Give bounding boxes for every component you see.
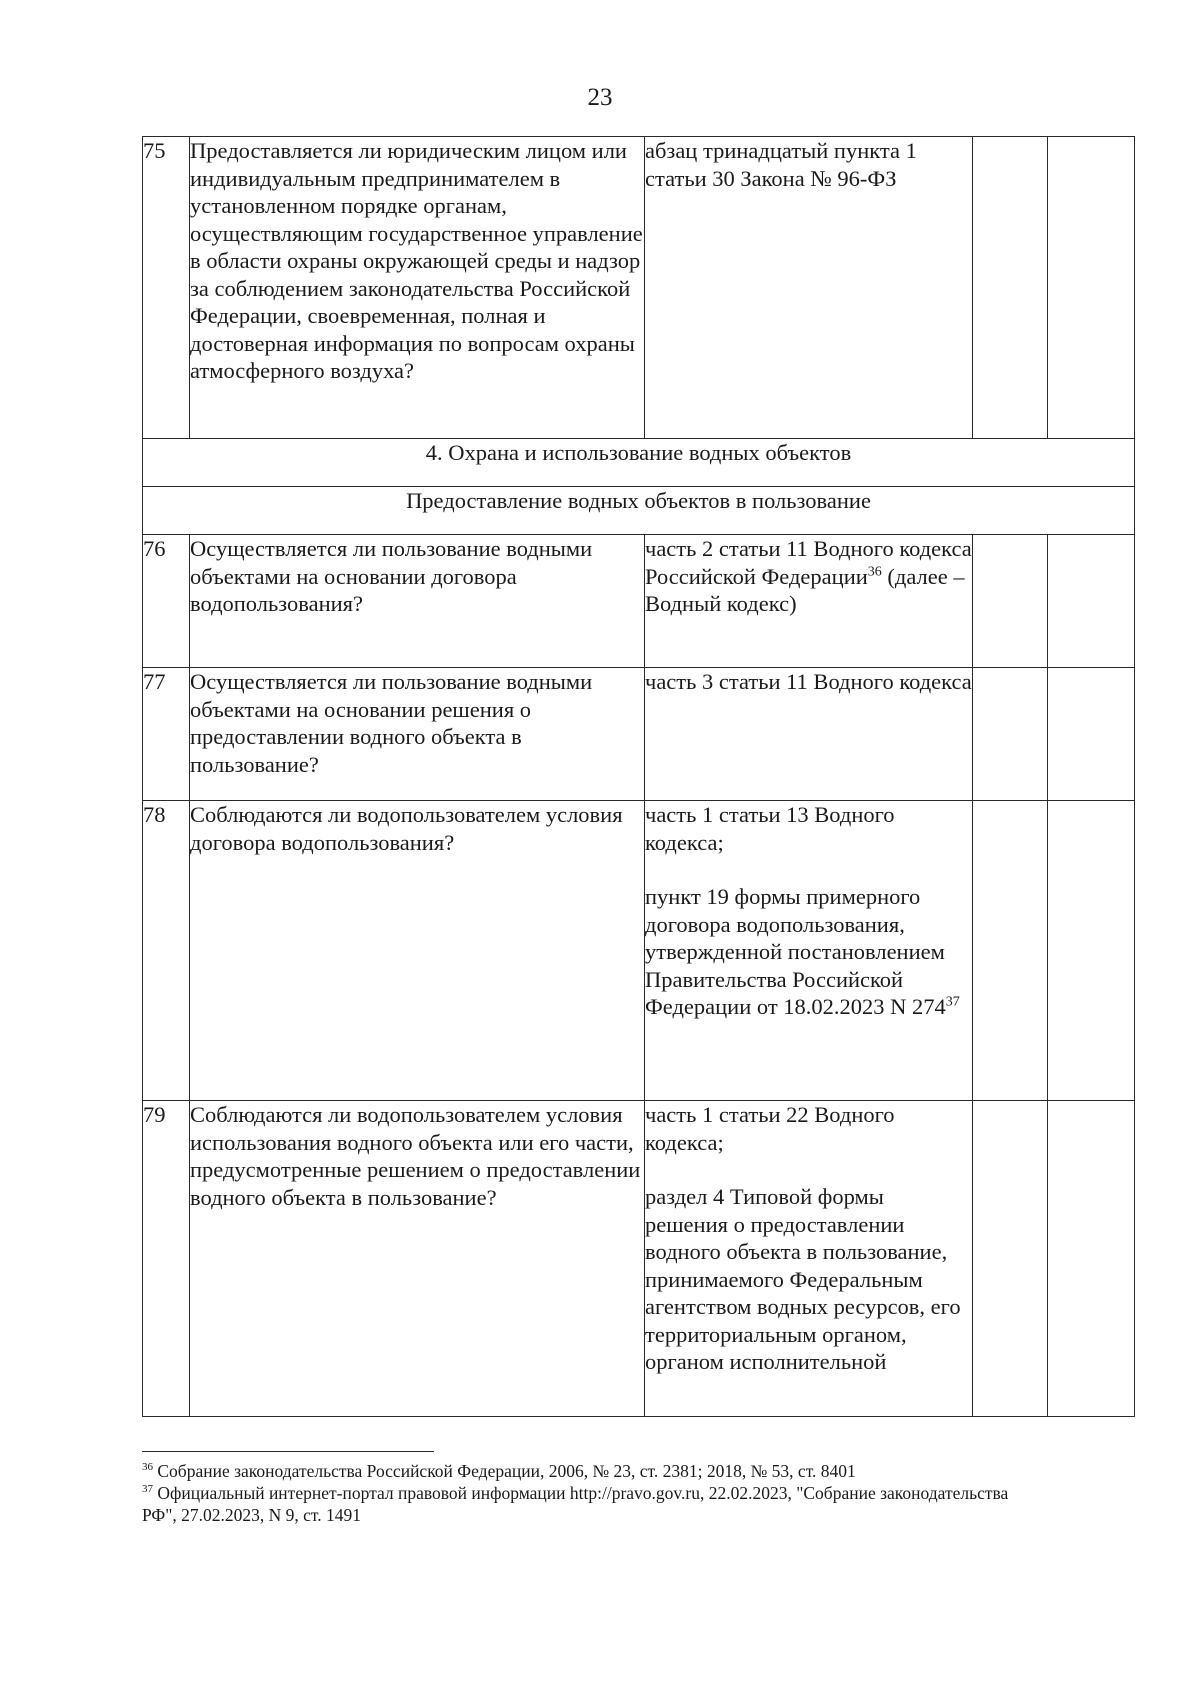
- subsection-title: Предоставление водных объектов в пользование: [143, 487, 1135, 535]
- answer-cell-yes: [973, 1101, 1048, 1417]
- footnote-divider: [142, 1451, 434, 1452]
- table-row-75: [143, 137, 1135, 439]
- reference-text: часть 1 статьи 22 Водного кодекса;: [645, 1102, 895, 1155]
- footnote-36: [142, 1460, 1012, 1482]
- answer-cell-no: [1048, 801, 1135, 1101]
- reference-cell: часть 3 статьи 11 Водного кодекса: [645, 668, 973, 801]
- answer-cell-no: [1048, 137, 1135, 439]
- question-cell: Соблюдаются ли водопользователем условия использования водного объекта или его части, предусмотренные решением о предоставлении водного объекта в пользование?: [190, 1101, 645, 1417]
- table-row-76: [143, 535, 1135, 668]
- footnote-number: 36: [142, 1461, 153, 1474]
- table-row-79: [143, 1101, 1135, 1417]
- table-row-78: [143, 801, 1135, 1101]
- reference-text: часть 2 статьи 11 Водного кодекса Российской Федерации: [645, 536, 972, 589]
- page-number: 23: [587, 84, 613, 111]
- footnote-37: [142, 1482, 1012, 1526]
- footnote-text: Официальный интернет-портал правовой информации http://pravo.gov.ru, 22.02.2023, "Собрание законодательства РФ", 27.02.2023, N 9, ст. 1491: [142, 1483, 1009, 1525]
- row-number: 76: [143, 535, 190, 668]
- answer-cell-no: [1048, 1101, 1135, 1417]
- reference-cell: [645, 535, 973, 668]
- footnote-text: Собрание законодательства Российской Федерации, 2006, № 23, ст. 2381; 2018, № 53, ст. 8401: [153, 1461, 856, 1481]
- reference-cell: [645, 1101, 973, 1417]
- reference-text: (далее – Водный кодекс): [645, 563, 965, 616]
- row-number: 75: [143, 137, 190, 439]
- row-number: 79: [143, 1101, 190, 1417]
- subsection-header-row: [143, 487, 1135, 535]
- answer-cell-no: [1048, 535, 1135, 668]
- row-number: 77: [143, 668, 190, 801]
- footnote-ref: 37: [945, 994, 960, 1010]
- row-number: 78: [143, 801, 190, 1101]
- answer-cell-yes: [973, 535, 1048, 668]
- footnotes: [142, 1460, 1012, 1526]
- table-row-77: [143, 668, 1135, 801]
- reference-text: пункт 19 формы примерного договора водопользования, утвержденной постановлением Правительства Российской Федерации от 18.02.2023 N 274: [645, 884, 946, 1019]
- reference-cell: абзац тринадцатый пункта 1 статьи 30 Закона № 96-ФЗ: [645, 137, 973, 439]
- checklist-table: [142, 136, 1135, 1417]
- section-header-row: [143, 439, 1135, 487]
- answer-cell-no: [1048, 668, 1135, 801]
- answer-cell-yes: [973, 137, 1048, 439]
- reference-text: раздел 4 Типовой формы решения о предоставлении водного объекта в пользование, принимаемого Федеральным агентством водных ресурсов, его территориальным органом, органом исполнительной: [645, 1184, 961, 1374]
- footnote-ref: 36: [867, 564, 882, 579]
- reference-cell: [645, 801, 973, 1101]
- question-cell: Осуществляется ли пользование водными объектами на основании договора водопользования?: [190, 535, 645, 668]
- reference-text-block: [645, 883, 972, 1021]
- question-cell: Предоставляется ли юридическим лицом или индивидуальным предпринимателем в установленном порядке органам, осуществляющим государственное управление в области охраны окружающей среды и надзор за соблюдением законодательства Российской Федерации, своевременная, полная и достоверная информация по вопросам охраны атмосферного воздуха?: [190, 137, 645, 439]
- section-title: 4. Охрана и использование водных объектов: [143, 439, 1135, 487]
- question-cell: Осуществляется ли пользование водными объектами на основании решения о предоставлении водного объекта в пользование?: [190, 668, 645, 801]
- reference-text: часть 1 статьи 13 Водного кодекса;: [645, 802, 895, 855]
- answer-cell-yes: [973, 801, 1048, 1101]
- answer-cell-yes: [973, 668, 1048, 801]
- question-cell: Соблюдаются ли водопользователем условия договора водопользования?: [190, 801, 645, 1101]
- footnote-number: 37: [142, 1483, 153, 1496]
